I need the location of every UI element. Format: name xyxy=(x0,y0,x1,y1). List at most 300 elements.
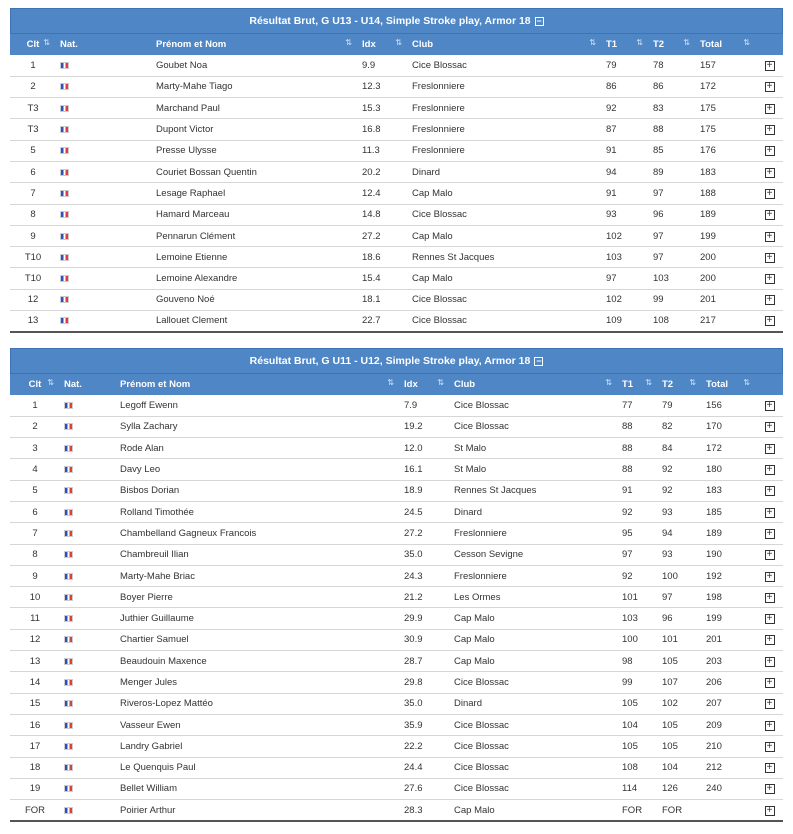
round1-cell: 105 xyxy=(622,740,638,752)
player-name-cell: Landry Gabriel xyxy=(120,740,183,752)
rank-cell: 5 xyxy=(32,485,38,497)
rank-cell: 12 xyxy=(27,294,39,306)
round2-cell: 97 xyxy=(662,591,673,603)
index-cell: 28.7 xyxy=(404,655,423,667)
plus-box-icon[interactable]: + xyxy=(765,699,775,709)
round2-cell: 102 xyxy=(662,698,678,710)
nationality-cell xyxy=(60,587,116,608)
rank-cell: 11 xyxy=(30,613,40,625)
france-flag-icon xyxy=(64,573,73,580)
france-flag-icon xyxy=(60,62,69,69)
column-header-club[interactable]: Club ⇅ xyxy=(412,38,596,50)
sort-icon: ⇅ xyxy=(589,38,596,47)
plus-box-icon[interactable]: + xyxy=(765,508,775,518)
rank-cell: T10 xyxy=(24,251,42,263)
france-flag-icon xyxy=(60,317,69,324)
plus-box-icon[interactable]: + xyxy=(765,572,775,582)
player-name-cell: Couriet Bossan Quentin xyxy=(156,166,257,178)
index-cell: 18.6 xyxy=(362,251,381,263)
column-header-total[interactable]: Total ⇅ xyxy=(706,378,750,390)
player-name-cell: Sylla Zachary xyxy=(120,421,178,433)
player-name-cell: Bisbos Dorian xyxy=(120,485,180,497)
index-cell: 19.2 xyxy=(404,421,423,433)
player-name-cell: Presse Ulysse xyxy=(156,145,217,157)
expand-cell xyxy=(756,757,783,778)
rank-cell: 7 xyxy=(30,187,36,199)
player-name-cell: Legoff Ewenn xyxy=(120,399,178,411)
column-header-idx[interactable]: Idx ⇅ xyxy=(362,38,402,50)
france-flag-icon xyxy=(60,83,69,90)
expand-cell xyxy=(756,714,783,735)
nationality-cell xyxy=(56,119,112,140)
club-cell: Cap Malo xyxy=(454,634,495,646)
index-cell: 21.2 xyxy=(404,591,423,603)
player-name-cell: Lallouet Clement xyxy=(156,315,228,327)
plus-box-icon[interactable]: + xyxy=(765,763,775,773)
sort-icon: ⇅ xyxy=(47,378,54,387)
plus-box-icon[interactable]: + xyxy=(765,316,775,326)
index-cell: 12.0 xyxy=(404,442,423,454)
total-cell: 172 xyxy=(706,442,722,454)
index-cell: 11.3 xyxy=(362,145,380,157)
plus-box-icon[interactable]: + xyxy=(765,422,775,432)
total-cell: 172 xyxy=(700,81,716,93)
plus-box-icon[interactable]: + xyxy=(765,721,775,731)
round1-cell: 101 xyxy=(622,591,638,603)
plus-box-icon[interactable]: + xyxy=(765,274,775,284)
club-cell: Cice Blossac xyxy=(454,719,509,731)
column-header-nat: Nat. xyxy=(64,379,82,390)
expand-cell xyxy=(756,204,783,225)
round1-cell: 108 xyxy=(622,762,638,774)
club-cell: Cap Malo xyxy=(412,230,453,242)
france-flag-icon xyxy=(64,785,73,792)
plus-box-icon[interactable]: + xyxy=(765,465,775,475)
club-cell: Freslonniere xyxy=(412,102,465,114)
index-cell: 27.6 xyxy=(404,783,423,795)
rank-cell: 9 xyxy=(30,230,36,242)
round2-cell: 97 xyxy=(653,251,664,263)
expand-cell xyxy=(756,416,783,437)
plus-box-icon[interactable]: + xyxy=(765,168,775,178)
index-cell: 15.4 xyxy=(362,273,381,285)
sort-icon: ⇅ xyxy=(743,378,750,387)
column-header-club[interactable]: Club ⇅ xyxy=(454,378,612,390)
round1-cell: 91 xyxy=(622,485,633,497)
total-cell: 200 xyxy=(700,251,716,263)
club-cell: Dinard xyxy=(454,698,482,710)
plus-box-icon[interactable]: + xyxy=(765,529,775,539)
table-row xyxy=(10,608,783,629)
nationality-cell xyxy=(60,416,116,437)
index-cell: 27.2 xyxy=(362,230,381,242)
rank-cell: 13 xyxy=(29,655,41,667)
round2-cell: 105 xyxy=(662,655,678,667)
rank-cell: FOR xyxy=(24,804,46,816)
column-header-t2[interactable]: T2 ⇅ xyxy=(653,38,690,50)
sort-icon: ⇅ xyxy=(437,378,444,387)
table-row xyxy=(10,587,783,608)
player-name-cell: Lemoine Etienne xyxy=(156,251,228,263)
club-cell: Cap Malo xyxy=(412,273,453,285)
expand-cell xyxy=(756,140,783,161)
player-name-cell: Le Quenquis Paul xyxy=(120,762,196,774)
round2-cell: 103 xyxy=(653,273,669,285)
round2-cell: FOR xyxy=(662,804,683,816)
rank-cell: 4 xyxy=(32,464,38,476)
nationality-cell xyxy=(56,289,112,310)
rank-cell: 14 xyxy=(29,677,41,688)
collapse-icon[interactable]: − xyxy=(536,355,542,366)
nationality-cell xyxy=(60,757,116,778)
total-cell: 198 xyxy=(706,591,722,603)
plus-box-icon[interactable]: + xyxy=(765,635,775,645)
nationality-cell xyxy=(60,544,116,565)
rank-cell: T10 xyxy=(24,273,42,285)
table-row xyxy=(10,183,783,204)
nationality-cell xyxy=(56,161,112,182)
plus-box-icon[interactable]: + xyxy=(765,593,775,603)
index-cell: 35.0 xyxy=(404,698,423,710)
index-cell: 27.2 xyxy=(404,527,423,539)
france-flag-icon xyxy=(64,743,73,750)
expand-cell xyxy=(756,76,783,97)
table-row xyxy=(10,76,783,97)
round2-cell: 107 xyxy=(662,677,678,688)
club-cell: Freslonniere xyxy=(412,145,465,157)
expand-cell xyxy=(756,672,783,693)
expand-cell xyxy=(756,289,783,310)
table-row xyxy=(10,140,783,161)
total-cell: 210 xyxy=(706,740,722,752)
total-cell: 156 xyxy=(706,399,722,411)
table-row xyxy=(10,523,783,544)
france-flag-icon xyxy=(64,615,73,622)
total-cell: 206 xyxy=(706,677,722,688)
round2-cell: 92 xyxy=(662,485,673,497)
table-row xyxy=(10,757,783,778)
france-flag-icon xyxy=(60,211,69,218)
player-name-cell: Rode Alan xyxy=(120,442,164,454)
nationality-cell xyxy=(60,395,116,416)
expand-cell xyxy=(756,544,783,565)
index-cell: 12.3 xyxy=(362,81,381,93)
index-cell: 15.3 xyxy=(362,102,381,114)
round2-cell: 126 xyxy=(662,783,678,795)
round2-cell: 85 xyxy=(653,145,664,157)
nationality-cell xyxy=(60,608,116,629)
plus-box-icon[interactable]: + xyxy=(765,742,775,752)
plus-box-icon[interactable]: + xyxy=(765,806,775,816)
total-cell: 188 xyxy=(700,187,716,199)
france-flag-icon xyxy=(64,423,73,430)
rank-cell: 17 xyxy=(29,740,41,752)
total-cell: 201 xyxy=(706,634,722,646)
plus-box-icon[interactable]: + xyxy=(765,550,775,560)
round1-cell: 77 xyxy=(622,399,633,411)
expand-cell xyxy=(756,565,783,586)
france-flag-icon xyxy=(60,254,69,261)
column-header-clt[interactable]: Clt ⇅ xyxy=(28,378,54,390)
france-flag-icon xyxy=(60,275,69,282)
total-cell: 180 xyxy=(706,464,722,476)
sort-icon: ⇅ xyxy=(395,38,402,47)
round1-cell: 79 xyxy=(606,59,617,71)
round1-cell: 97 xyxy=(606,273,617,285)
total-cell: 190 xyxy=(706,549,722,561)
rank-cell: 6 xyxy=(32,506,38,518)
round1-cell: 95 xyxy=(622,527,633,539)
sort-icon: ⇅ xyxy=(43,38,50,47)
club-cell: Freslonniere xyxy=(412,124,465,136)
index-cell: 24.3 xyxy=(404,570,423,582)
round2-cell: 93 xyxy=(662,549,673,561)
club-cell: Rennes St Jacques xyxy=(412,251,495,263)
column-header-total[interactable]: Total ⇅ xyxy=(700,38,750,50)
index-cell: 29.9 xyxy=(404,613,423,625)
total-cell: 192 xyxy=(706,570,722,582)
rank-cell: 1 xyxy=(30,59,36,71)
france-flag-icon xyxy=(64,594,73,601)
club-cell: St Malo xyxy=(454,442,487,454)
plus-box-icon[interactable]: + xyxy=(765,678,775,688)
table-row xyxy=(10,672,783,693)
index-cell: 7.9 xyxy=(404,399,418,411)
club-cell: Freslonniere xyxy=(454,570,507,582)
club-cell: Cice Blossac xyxy=(454,762,509,774)
total-cell: 157 xyxy=(700,59,716,71)
rank-cell: 10 xyxy=(29,591,41,603)
round1-cell: FOR xyxy=(622,804,643,816)
table-row xyxy=(10,247,783,268)
index-cell: 9.9 xyxy=(362,59,376,71)
plus-box-icon[interactable]: + xyxy=(765,444,775,454)
plus-box-icon[interactable]: + xyxy=(765,210,775,220)
expand-cell xyxy=(756,268,783,289)
total-cell: 183 xyxy=(706,485,722,497)
club-cell: Cice Blossac xyxy=(412,315,467,327)
expand-cell xyxy=(756,587,783,608)
player-name-cell: Boyer Pierre xyxy=(120,591,173,603)
player-name-cell: Chambelland Gagneux Francois xyxy=(120,527,257,539)
column-header-name[interactable]: Prénom et Nom ⇅ xyxy=(156,38,352,50)
total-cell: 212 xyxy=(706,762,722,774)
nationality-cell xyxy=(56,98,112,119)
plus-box-icon[interactable]: + xyxy=(765,104,775,114)
index-cell: 20.2 xyxy=(362,166,381,178)
round2-cell: 89 xyxy=(653,166,664,178)
table-row xyxy=(10,161,783,182)
expand-cell xyxy=(756,629,783,650)
player-name-cell: Marchand Paul xyxy=(156,102,220,114)
round1-cell: 91 xyxy=(606,145,617,157)
expand-cell xyxy=(756,98,783,119)
rank-cell: 8 xyxy=(32,549,38,561)
player-name-cell: Beaudouin Maxence xyxy=(120,655,207,667)
column-header-idx[interactable]: Idx ⇅ xyxy=(404,378,444,390)
club-cell: Cap Malo xyxy=(454,613,495,625)
table-row xyxy=(10,480,783,501)
table-row xyxy=(10,268,783,289)
nationality-cell xyxy=(56,247,112,268)
player-name-cell: Marty-Mahe Briac xyxy=(120,570,195,582)
plus-box-icon[interactable]: + xyxy=(765,784,775,794)
nationality-cell xyxy=(60,693,116,714)
index-cell: 14.8 xyxy=(362,209,381,221)
round1-cell: 102 xyxy=(606,230,622,242)
plus-box-icon[interactable]: + xyxy=(765,61,775,71)
round1-cell: 93 xyxy=(606,209,617,221)
round2-cell: 88 xyxy=(653,124,664,136)
rank-cell: 2 xyxy=(30,81,36,93)
nationality-cell xyxy=(60,778,116,799)
index-cell: 35.0 xyxy=(404,549,423,561)
club-cell: Cice Blossac xyxy=(454,421,509,433)
france-flag-icon xyxy=(64,807,73,814)
sort-icon: ⇅ xyxy=(645,378,652,387)
france-flag-icon xyxy=(60,126,69,133)
index-cell: 18.1 xyxy=(362,294,381,306)
collapse-icon[interactable]: − xyxy=(536,15,542,26)
round1-cell: 102 xyxy=(606,294,622,306)
round2-cell: 83 xyxy=(653,102,664,114)
total-cell: 176 xyxy=(700,145,716,157)
round1-cell: 105 xyxy=(622,698,638,710)
player-name-cell: Goubet Noa xyxy=(156,59,208,71)
nationality-cell xyxy=(56,183,112,204)
sort-icon: ⇅ xyxy=(636,38,643,47)
club-cell: Cice Blossac xyxy=(412,294,467,306)
nationality-cell xyxy=(60,651,116,672)
total-cell: 203 xyxy=(706,655,722,667)
round1-cell: 87 xyxy=(606,124,617,136)
player-name-cell: Hamard Marceau xyxy=(156,209,230,221)
nationality-cell xyxy=(60,736,116,757)
plus-box-icon[interactable]: + xyxy=(765,295,775,305)
column-header-t2[interactable]: T2 ⇅ xyxy=(662,378,696,390)
plus-box-icon[interactable]: + xyxy=(765,657,775,667)
round2-cell: 96 xyxy=(653,209,664,221)
column-header-expand xyxy=(756,34,783,55)
player-name-cell: Chambreuil Ilian xyxy=(120,549,189,561)
total-cell: 189 xyxy=(706,527,722,539)
player-name-cell: Lemoine Alexandre xyxy=(156,273,238,285)
total-cell: 199 xyxy=(706,613,722,625)
france-flag-icon xyxy=(64,636,73,643)
club-cell: Cice Blossac xyxy=(412,209,467,221)
france-flag-icon xyxy=(64,679,73,686)
column-header-t1[interactable]: T1 ⇅ xyxy=(622,378,652,390)
france-flag-icon xyxy=(60,233,69,240)
index-cell: 30.9 xyxy=(404,634,423,646)
sort-icon: ⇅ xyxy=(605,378,612,387)
expand-cell xyxy=(756,247,783,268)
nationality-cell xyxy=(56,204,112,225)
table-row xyxy=(10,629,783,650)
round2-cell: 101 xyxy=(662,634,678,646)
player-name-cell: Gouveno Noé xyxy=(156,294,215,306)
table-row xyxy=(10,778,783,799)
round2-cell: 104 xyxy=(662,762,678,774)
column-header-nat: Nat. xyxy=(60,39,78,50)
rank-cell: 7 xyxy=(32,527,38,539)
index-cell: 29.8 xyxy=(404,677,423,688)
plus-box-icon[interactable]: + xyxy=(765,486,775,496)
plus-box-icon[interactable]: + xyxy=(765,401,775,411)
column-header-t1[interactable]: T1 ⇅ xyxy=(606,38,643,50)
france-flag-icon xyxy=(64,700,73,707)
plus-box-icon[interactable]: + xyxy=(765,614,775,624)
total-cell: 199 xyxy=(700,230,716,242)
plus-box-icon[interactable]: + xyxy=(765,232,775,242)
table-row xyxy=(10,438,783,459)
results-table xyxy=(10,34,783,333)
club-cell: Cap Malo xyxy=(454,804,495,816)
rank-cell: T3 xyxy=(27,124,39,136)
rank-cell: T3 xyxy=(27,102,39,114)
table-row xyxy=(10,416,783,437)
nationality-cell xyxy=(56,268,112,289)
table-row xyxy=(10,714,783,735)
club-cell: Cesson Sevigne xyxy=(454,549,524,561)
total-cell xyxy=(702,800,756,821)
player-name-cell: Riveros-Lopez Mattéo xyxy=(120,698,213,710)
expand-cell xyxy=(756,161,783,182)
table-header-row xyxy=(10,34,783,55)
club-cell: Cap Malo xyxy=(454,655,495,667)
france-flag-icon xyxy=(60,105,69,112)
club-cell: Cice Blossac xyxy=(454,783,509,795)
france-flag-icon xyxy=(64,658,73,665)
expand-cell xyxy=(756,480,783,501)
club-cell: Rennes St Jacques xyxy=(454,485,537,497)
france-flag-icon xyxy=(64,509,73,516)
nationality-cell xyxy=(60,480,116,501)
round2-cell: 100 xyxy=(662,570,678,582)
plus-box-icon[interactable]: + xyxy=(765,125,775,135)
rank-cell: 12 xyxy=(29,634,41,646)
board-title-bar xyxy=(10,8,783,34)
total-cell: 183 xyxy=(700,166,716,178)
round2-cell: 93 xyxy=(662,506,673,518)
table-header-row xyxy=(10,374,783,395)
plus-box-icon[interactable]: + xyxy=(765,189,775,199)
column-header-name[interactable]: Prénom et Nom ⇅ xyxy=(120,378,394,390)
plus-box-icon[interactable]: + xyxy=(765,253,775,263)
round1-cell: 103 xyxy=(606,251,622,263)
index-cell: 16.1 xyxy=(404,464,423,476)
table-row xyxy=(10,544,783,565)
nationality-cell xyxy=(56,55,112,76)
france-flag-icon xyxy=(60,190,69,197)
rank-cell: 19 xyxy=(29,783,41,795)
nationality-cell xyxy=(56,225,112,246)
plus-box-icon[interactable]: + xyxy=(765,82,775,92)
total-cell: 175 xyxy=(700,124,716,136)
player-name-cell: Menger Jules xyxy=(120,677,178,688)
expand-cell xyxy=(756,183,783,204)
round2-cell: 105 xyxy=(662,719,678,731)
player-name-cell: Davy Leo xyxy=(120,464,161,476)
club-cell: Cice Blossac xyxy=(412,59,467,71)
plus-box-icon[interactable]: + xyxy=(765,146,775,156)
column-header-clt[interactable]: Clt ⇅ xyxy=(26,38,50,50)
expand-cell xyxy=(756,395,783,416)
player-name-cell: Poirier Arthur xyxy=(120,804,176,816)
france-flag-icon xyxy=(60,147,69,154)
table-row xyxy=(10,289,783,310)
sort-icon: ⇅ xyxy=(387,378,394,387)
